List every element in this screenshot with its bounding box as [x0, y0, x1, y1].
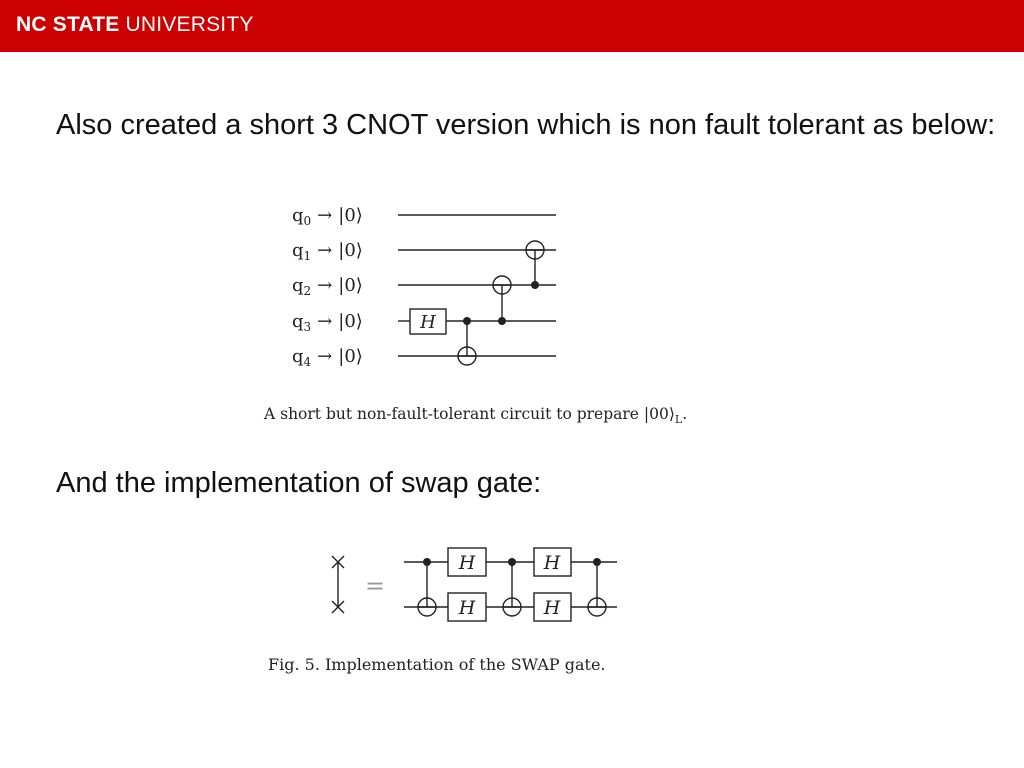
swap-cnot2-control: [508, 558, 516, 566]
qubit-label-4: $q_4$ → |0⟩: [292, 346, 363, 369]
figure2-caption: Fig. 5. Implementation of the SWAP gate.: [268, 655, 606, 674]
swap-paragraph: And the implementation of swap gate:: [56, 467, 542, 499]
swap-h-label-2: H: [458, 597, 476, 619]
qubit-label-3: $q_3$ → |0⟩: [292, 311, 363, 334]
swap-cnot1-control: [423, 558, 431, 566]
equals-sign: =: [364, 572, 386, 600]
logo-regular-text: UNIVERSITY: [125, 13, 254, 36]
logo-bold-text: NC STATE: [16, 13, 120, 36]
swap-h-label-1: H: [458, 552, 476, 574]
qubit-label-2: $q_2$ → |0⟩: [292, 275, 363, 298]
swap-cnot3-control: [593, 558, 601, 566]
swap-h-label-4: H: [543, 597, 561, 619]
qubit-label-1: $q_1$ → |0⟩: [292, 240, 363, 263]
h-gate-label: H: [420, 312, 436, 333]
intro-paragraph: Also created a short 3 CNOT version which is non fault tolerant as below:: [56, 109, 996, 141]
swap-h-label-3: H: [543, 552, 561, 574]
qubit-label-0: $q_0$ → |0⟩: [292, 205, 363, 228]
figure1-caption: A short but non-fault-tolerant circuit to prepare $|00⟩_L$.: [264, 405, 688, 427]
